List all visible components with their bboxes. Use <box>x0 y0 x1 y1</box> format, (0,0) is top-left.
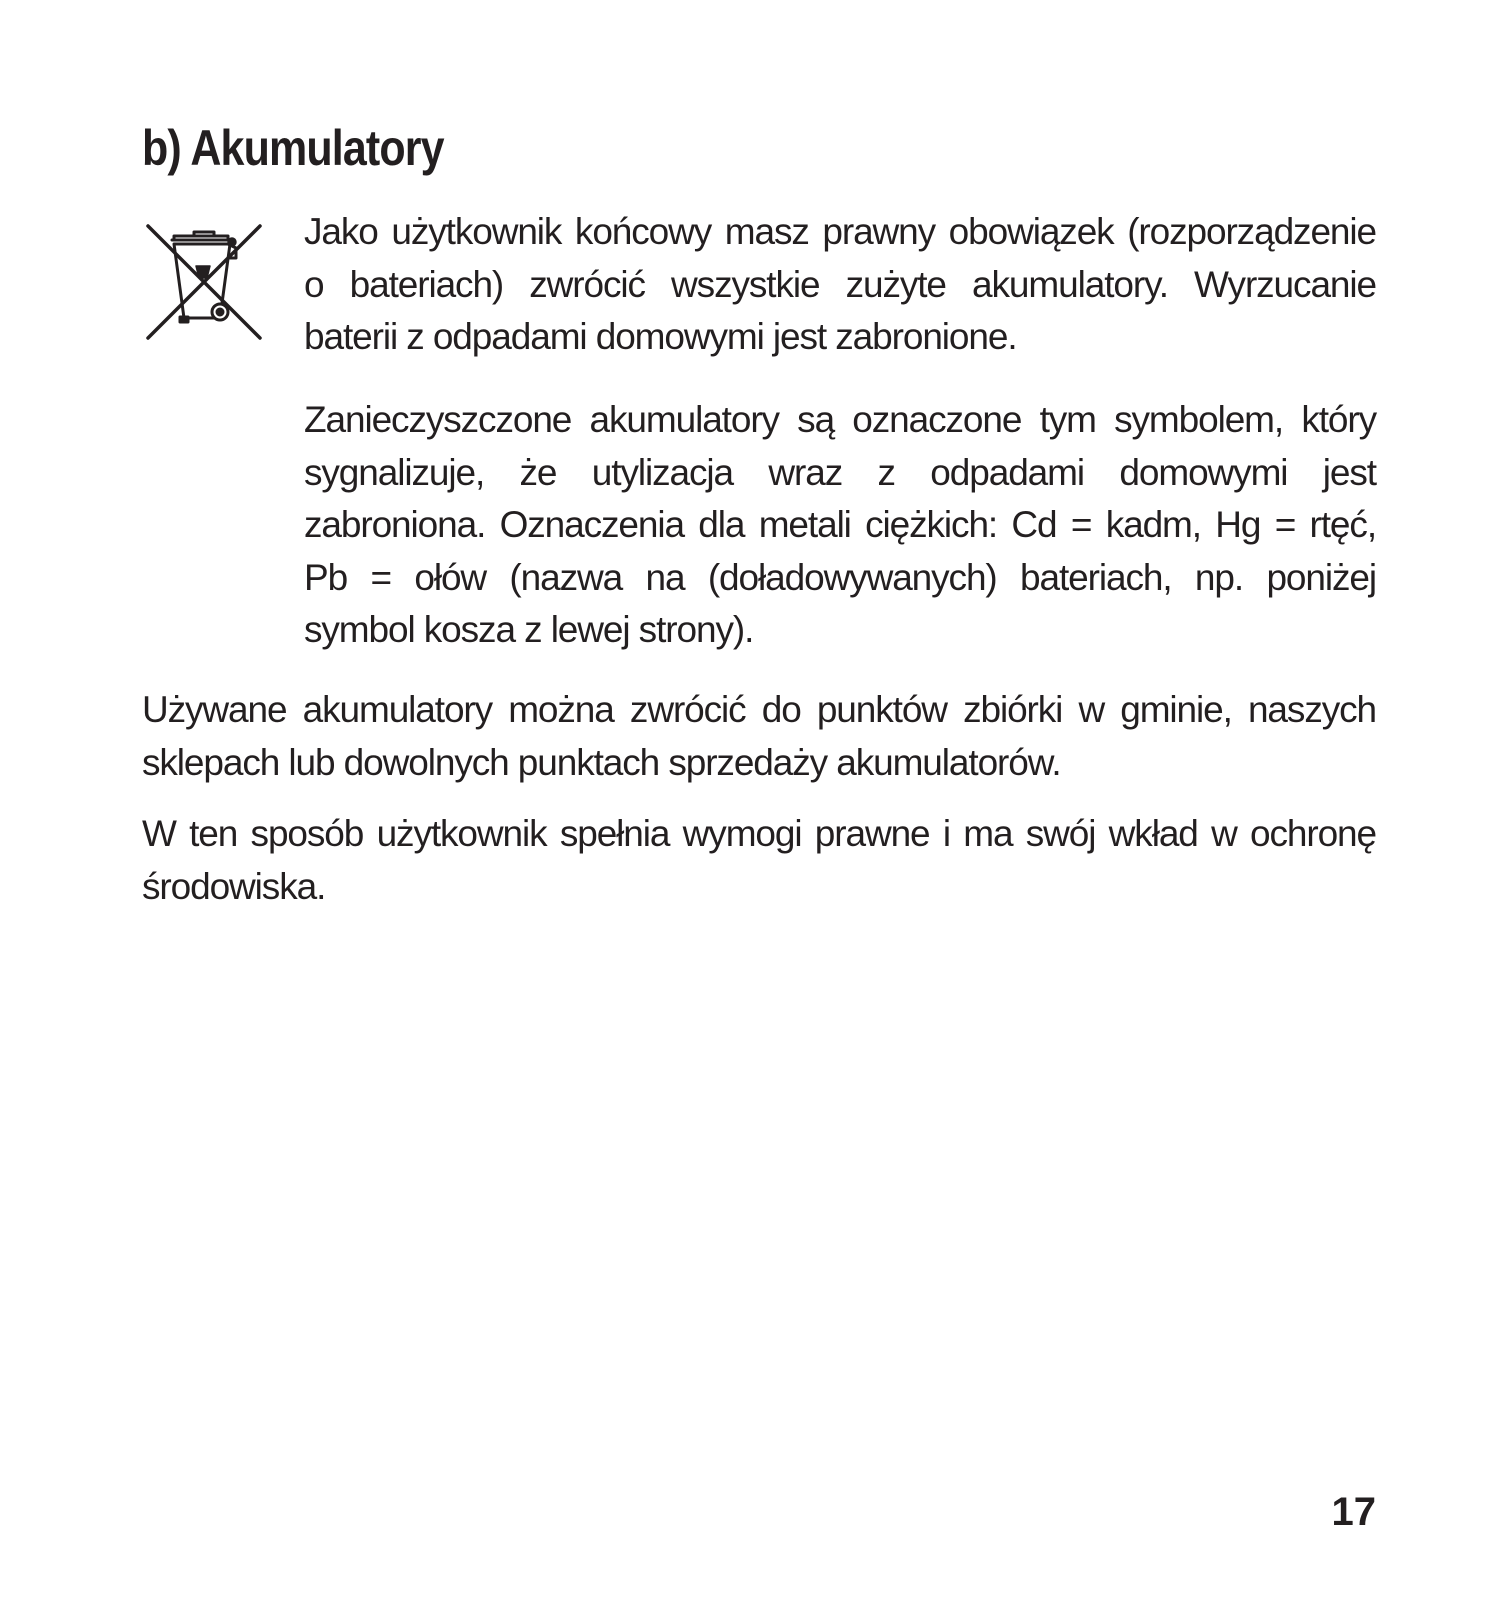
section-heading: b) Akumulatory <box>142 120 444 176</box>
paragraph-environment: W ten sposób użytkownik spełnia wymogi prawne i ma swój wkład w ochronę środowiska. <box>142 813 1376 907</box>
page-number: 17 <box>1331 1490 1376 1534</box>
paragraph-return-points: Używane akumulatory można zwrócić do punktów zbiórki w gminie, naszych sklepach lub dowolnych punktach sprzedaży akumulatorów. <box>142 689 1376 783</box>
crossed-out-wheelie-bin-icon <box>144 222 264 344</box>
paragraph-legal-obligation: Jako użytkownik końcowy masz prawny obowiązek (rozporządzenie o bateriach) zwrócić wszystkie zużyte akumulatory. Wyrzucanie baterii z odpadami domowymi jest zabronione. <box>304 211 1376 357</box>
paragraph-symbol-explanation: Zanieczyszczone akumulatory są oznaczone tym symbolem, który sygnalizuje, że utylizacja wraz z odpadami domowymi jest zabroniona. Oznaczenia dla metali ciężkich: Cd = kadm, Hg = rtęć, Pb = ołów (nazwa na (doładowywanych) bateriach, np. poniżej symbol kosza z lewej strony). <box>304 399 1376 650</box>
